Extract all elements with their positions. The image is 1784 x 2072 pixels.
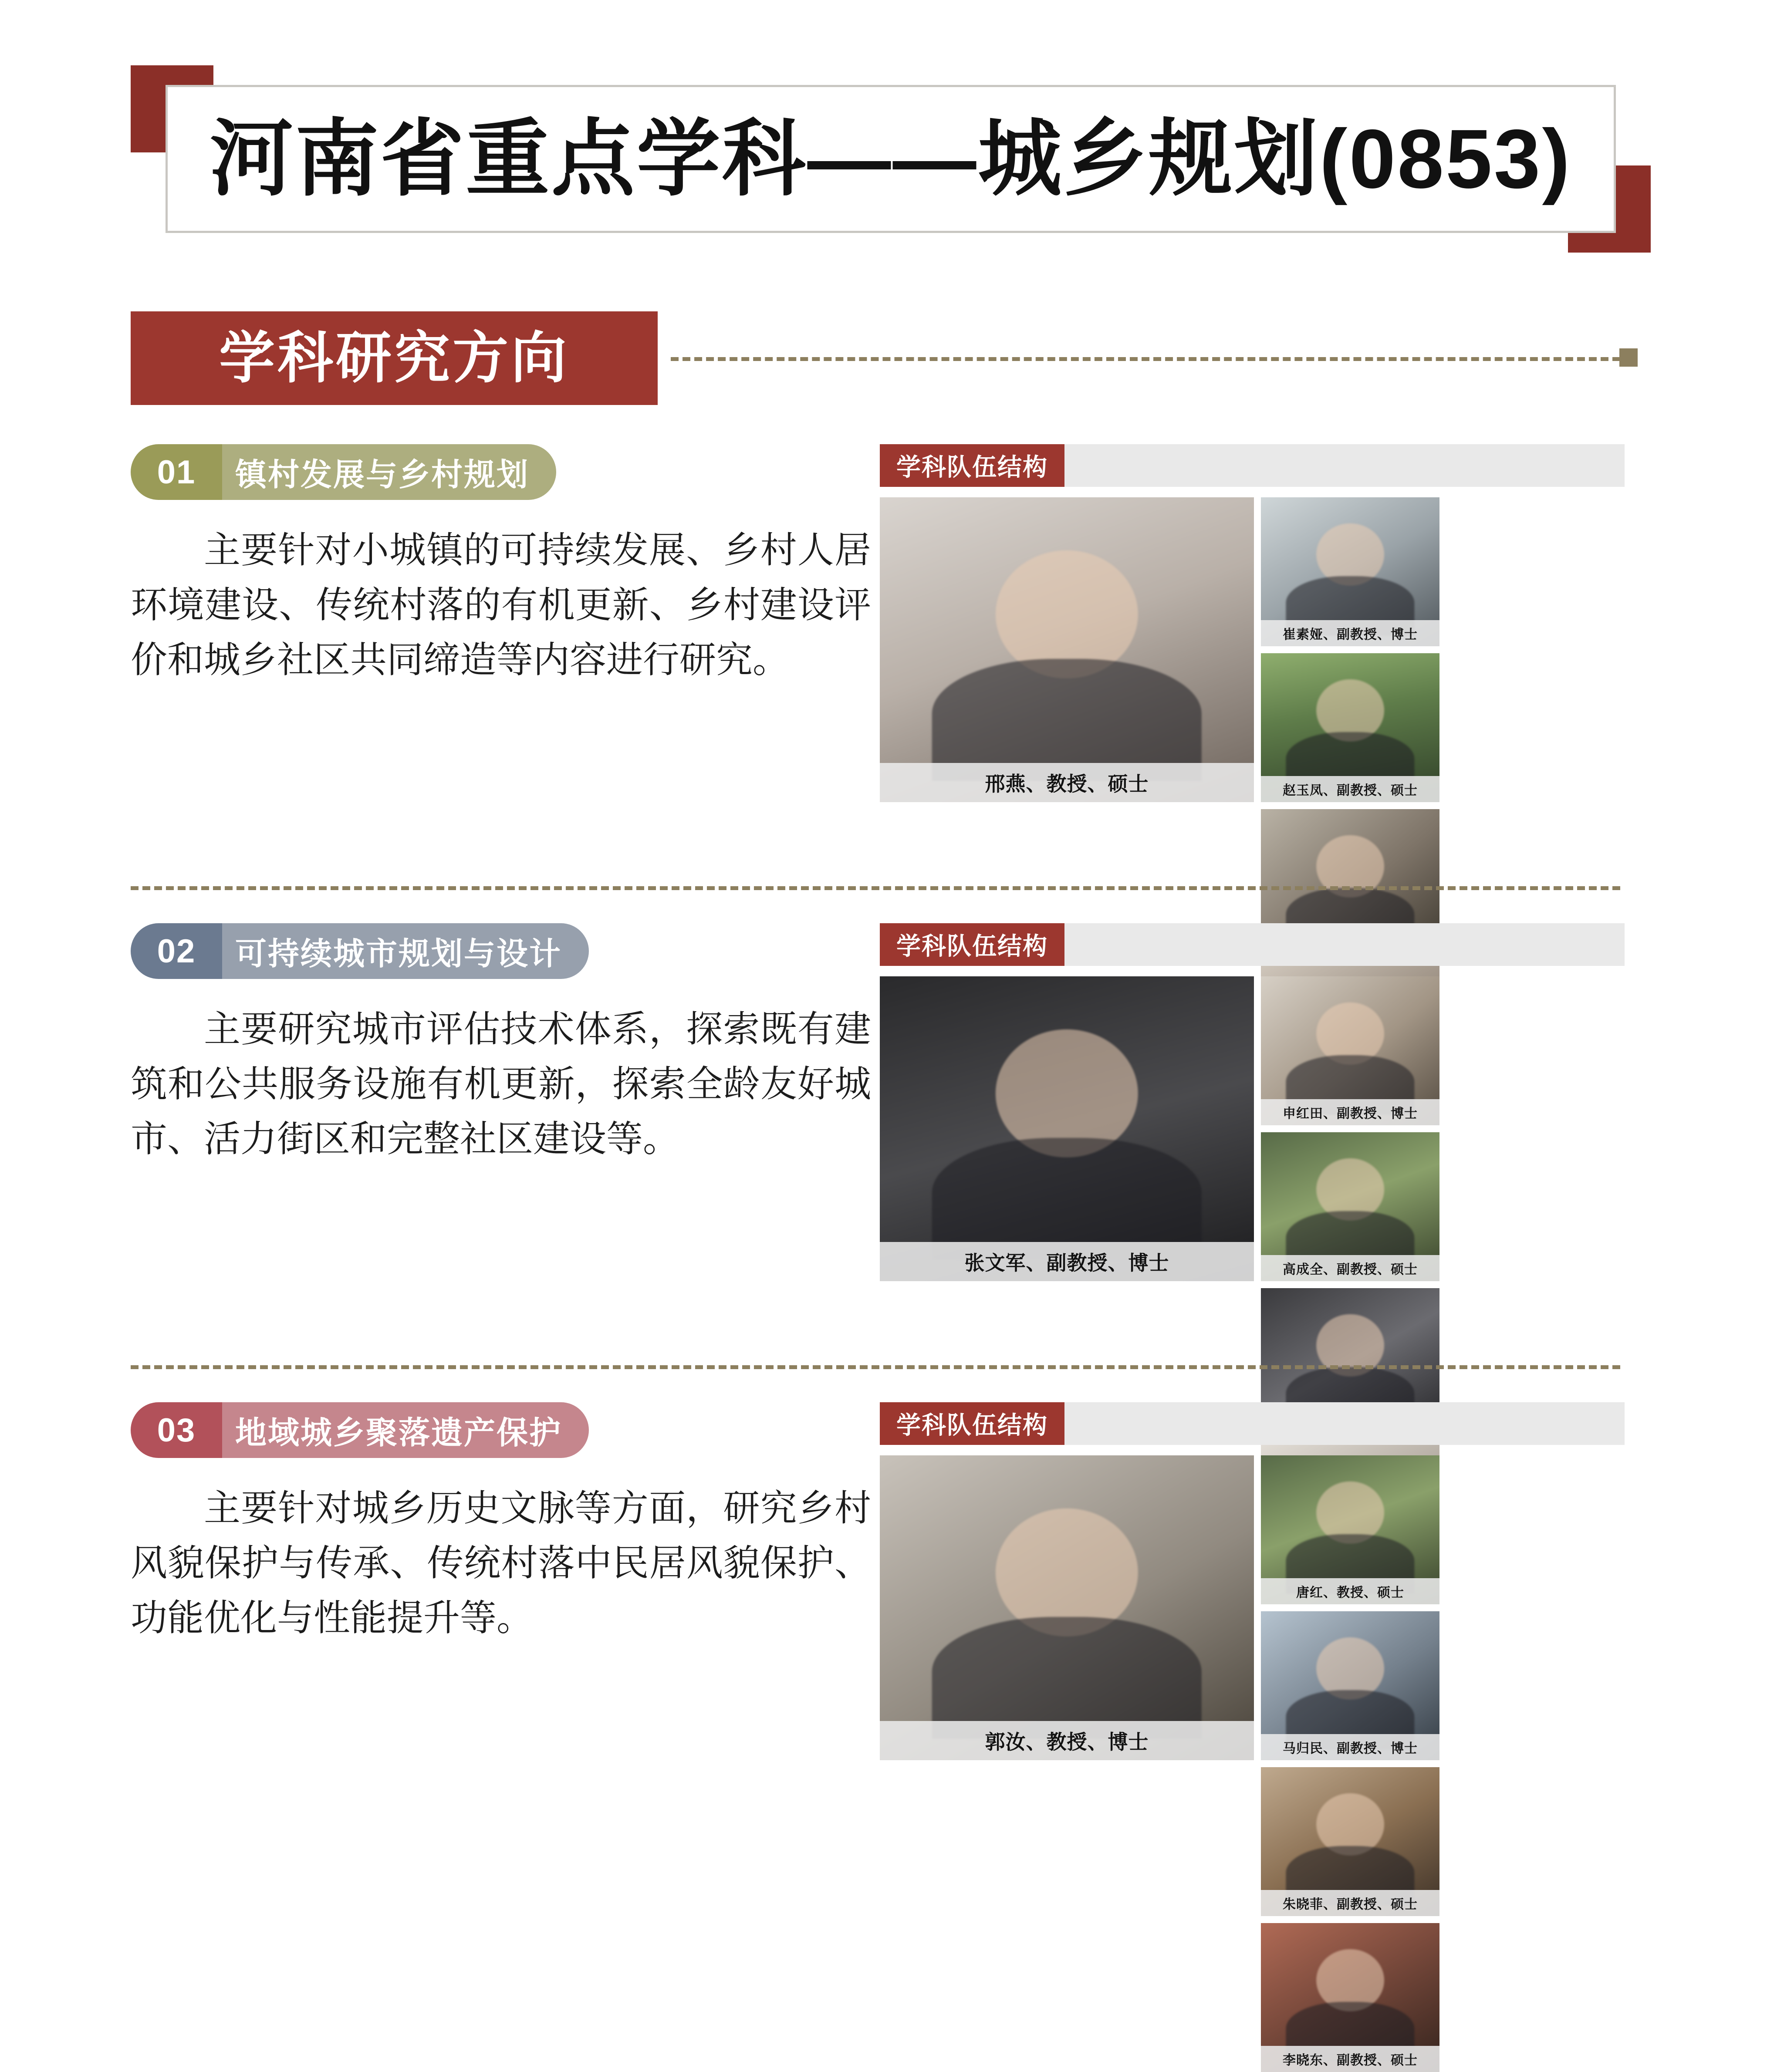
team-lead-caption: 张文军、副教授、博士 bbox=[880, 1242, 1254, 1281]
research-direction-row bbox=[0, 444, 1784, 884]
team-member-photo bbox=[1261, 976, 1439, 1125]
team-photo-grid bbox=[880, 1455, 1625, 2072]
direction-1-text-column bbox=[131, 444, 871, 687]
direction-1-description: 主要针对小城镇的可持续发展、乡村人居环境建设、传统村落的有机更新、乡村建设评价和城乡社区共同缔造等内容进行研究。 bbox=[131, 529, 871, 681]
direction-1-pill bbox=[131, 444, 556, 500]
team-member-caption: 朱晓菲、副教授、硕士 bbox=[1261, 1890, 1439, 1916]
direction-2-text-column bbox=[131, 923, 871, 1166]
team-member-photo bbox=[1261, 1611, 1439, 1760]
page-title: 河南省重点学科——城乡规划(0853) bbox=[209, 112, 1572, 206]
direction-1-label: 镇村发展与乡村规划 bbox=[222, 444, 556, 500]
team-member-caption: 马归民、副教授、博士 bbox=[1261, 1734, 1439, 1760]
direction-2-description: 主要研究城市评估技术体系，探索既有建筑和公共服务设施有机更新，探索全龄友好城市、活力街区和完整社区建设等。 bbox=[131, 1008, 871, 1160]
team-member-caption: 申红田、副教授、博士 bbox=[1261, 1099, 1439, 1125]
team-member-caption: 唐红、教授、硕士 bbox=[1261, 1578, 1439, 1604]
section-heading-dashed-rule bbox=[671, 357, 1620, 361]
team-member-photo bbox=[1261, 653, 1439, 802]
team-lead-photo bbox=[880, 976, 1254, 1281]
team-panel-badge: 学科队伍结构 bbox=[880, 1402, 1064, 1445]
team-member-caption: 高成全、副教授、硕士 bbox=[1261, 1255, 1439, 1281]
direction-3-team-panel bbox=[880, 1402, 1625, 2072]
team-member-photos bbox=[1261, 1455, 1625, 2072]
direction-2-label: 可持续城市规划与设计 bbox=[222, 923, 589, 979]
team-panel-badge: 学科队伍结构 bbox=[880, 444, 1064, 487]
team-panel-header bbox=[880, 444, 1625, 487]
direction-2-number: 02 bbox=[131, 923, 222, 979]
section-heading-end-dot bbox=[1619, 348, 1638, 367]
team-member-photo bbox=[1261, 1455, 1439, 1604]
team-member-photo bbox=[1261, 1132, 1439, 1281]
team-member-caption: 崔素娅、副教授、博士 bbox=[1261, 620, 1439, 646]
team-member-photo bbox=[1261, 1767, 1439, 1916]
direction-3-pill bbox=[131, 1402, 589, 1458]
team-panel-header bbox=[880, 923, 1625, 966]
page-title-block bbox=[131, 65, 1651, 253]
research-direction-row bbox=[0, 1402, 1784, 2068]
section-heading-label: 学科研究方向 bbox=[219, 327, 569, 389]
team-member-caption: 李晓东、副教授、硕士 bbox=[1261, 2046, 1439, 2072]
title-frame bbox=[166, 85, 1616, 233]
team-member-caption: 赵玉凤、副教授、硕士 bbox=[1261, 776, 1439, 802]
direction-3-text-column bbox=[131, 1402, 871, 1645]
team-member-photo bbox=[1261, 497, 1439, 646]
section-heading bbox=[131, 311, 658, 405]
team-panel-badge: 学科队伍结构 bbox=[880, 923, 1064, 966]
team-member-photo bbox=[1261, 1923, 1439, 2072]
direction-3-description: 主要针对城乡历史文脉等方面，研究乡村风貌保护与传承、传统村落中民居风貌保护、功能优化与性能提升等。 bbox=[131, 1487, 871, 1639]
row-separator bbox=[131, 886, 1620, 890]
direction-1-number: 01 bbox=[131, 444, 222, 500]
direction-2-pill bbox=[131, 923, 589, 979]
direction-3-label: 地域城乡聚落遗产保护 bbox=[222, 1402, 589, 1458]
row-separator bbox=[131, 1365, 1620, 1369]
direction-3-number: 03 bbox=[131, 1402, 222, 1458]
research-direction-row bbox=[0, 923, 1784, 1363]
team-lead-photo bbox=[880, 497, 1254, 802]
team-lead-caption: 郭汝、教授、博士 bbox=[880, 1721, 1254, 1760]
team-panel-header bbox=[880, 1402, 1625, 1445]
team-lead-photo bbox=[880, 1455, 1254, 1760]
team-lead-caption: 邢燕、教授、硕士 bbox=[880, 763, 1254, 802]
